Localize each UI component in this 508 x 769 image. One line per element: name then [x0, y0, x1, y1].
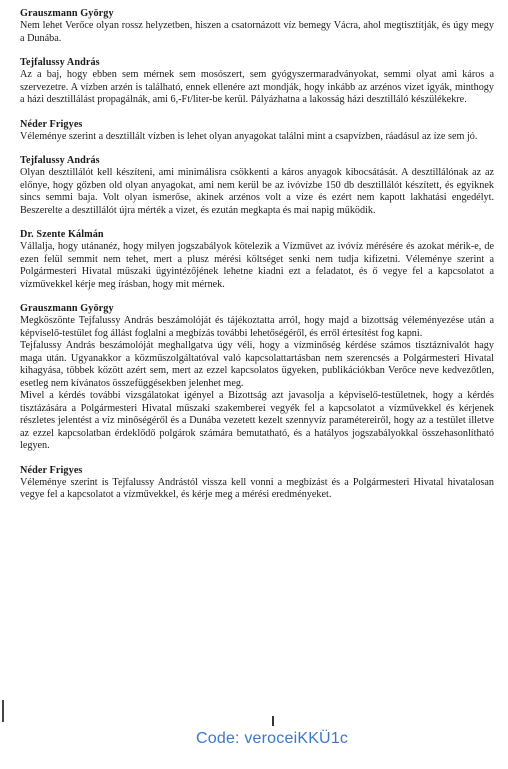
speaker-name: Néder Frigyes	[20, 464, 83, 476]
paragraph: Tejfalussy András beszámolóját meghallgatva úgy véli, hogy a vízminőség kérdése számos tisztáznivalót hagy maga után. Ugyanakkor a közműszolgáltatóval való kapcsolattartásban nem szerencsés a Polgármesteri Hivatal kihagyása, többek között azért sem, mert az ezzel kapcsolatos ügyeken, publikációkban Verőce neve kedvezőtlen, esetleg nem kívánatos összefüggésekben jelenhet meg.	[20, 340, 494, 389]
speaker-name: Tejfalussy András	[20, 57, 100, 68]
paragraph: Az a baj, hogy ebben sem mérnek sem mosószert, sem gyógyszermaradványokat, semmi olyat ami káros a szervezetre. A vízben arzén is található, ennek ellenére azt mondják, hogy inkább az arzénos vizet igyák, minthogy a házi desztillálást propagálnák, ami 6,-Ft/liter-be kerül. Pályázhatna a lakosság házi desztilláló készülékekre.	[20, 69, 494, 105]
paragraph: Véleménye szerint a desztillált vízben is lehet olyan anyagokat találni mint a csapvízben, ráadásul az íze sem jó.	[20, 130, 478, 142]
paragraph: Nem lehet Verőce olyan rossz helyzetben, hiszen a csatornázott víz bemegy Vácra, ahol megtisztítják, és úgy megy a Dunába.	[20, 20, 494, 44]
document-page	[20, 8, 494, 514]
speaker-name: Néder Frigyes	[20, 118, 83, 130]
section-4	[20, 229, 494, 291]
scan-tick-mark	[272, 716, 274, 726]
footer-code: Code: veroceiKKÜ1c	[196, 730, 349, 747]
speaker-name: Grauszmann György	[20, 8, 114, 19]
paragraph: Megköszönte Tejfalussy András beszámolóját és tájékoztatta arról, hogy majd a bizottság véleményezése után a képviselő-testület fog állást foglalni a megbízás további lehetőségéről, és erről értesítést fog kapni.	[20, 315, 494, 339]
speaker-name: Tejfalussy András	[20, 155, 100, 166]
speaker-name: Dr. Szente Kálmán	[20, 229, 104, 240]
paragraph: Vállalja, hogy utánanéz, hogy milyen jogszabályok kötelezik a Vízművet az ivóvíz mérésére és azokat mérik-e, de ezen felül semmit nem tehet, mert a plusz mérési költséget senki nem tudja kifizetni. Véleménye szerint a Polgármesteri Hivatal műszaki ügyintézőjének lehetne kiadni ezt a feladatot, és ő vegye fel a kapcsolatot a vízművekkel kérje meg írásban, hogy mit mérnek.	[20, 241, 494, 290]
section-1	[20, 57, 494, 107]
speaker-name: Grauszmann György	[20, 303, 114, 314]
paragraph: Mivel a kérdés további vizsgálatokat igényel a Bizottság azt javasolja a képviselő-testületnek, hogy a kérdés tisztázására a Polgármesteri Hivatal műszaki szakemberei vegyék fel a kapcsolatot a vízművekkel és kérjenek részletes jelentést a víz minőségéről és a Dunába vezetett kezelt szennyvíz paramétereiről, hogy az a testület illetve az ezzel kapcsolatban érdeklődő polgárok számára bemutatható, és a hatályos jogszabályokkal összehasonlítható legyen.	[20, 390, 494, 451]
section-2	[20, 119, 494, 144]
paragraph: Véleménye szerint is Tejfalussy Andrástól vissza kell vonni a megbízást és a Polgármesteri Hivatal hivatalosan vegye fel a kapcsolatot a vízművekkel, és kérje meg a mérési eredményeket.	[20, 476, 494, 500]
section-6	[20, 465, 494, 502]
scan-margin-mark	[2, 700, 4, 722]
section-3	[20, 155, 494, 217]
section-0	[20, 8, 494, 45]
section-5	[20, 303, 494, 453]
paragraph: Olyan desztillálót kell készíteni, ami minimálisra csökkenti a káros anyagok kibocsátását. A desztillálónak az az előnye, hogy gőzben old olyan anyagokat, ami nem kerül be az ivóvízbe 150 db desztillálót készített, és egyiknek sincs semmi baja. Volt olyan ismerőse, akinek arzénos volt a vize és ezért nem kapott lakhatási engedélyt. Beszerelte a desztillálót újra mérték a vizet, és ezután megkapta és mai napig működik.	[20, 167, 494, 216]
